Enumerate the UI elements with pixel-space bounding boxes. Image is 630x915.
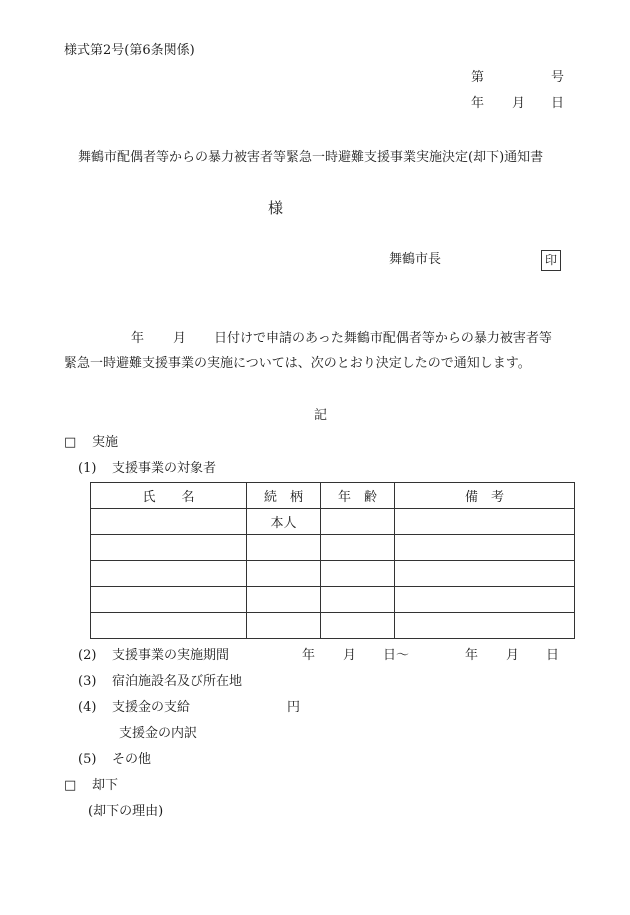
item4-number: (4): [78, 700, 97, 715]
form-number: 様式第2号(第6条関係): [64, 43, 195, 58]
reject-label: 却下: [92, 778, 119, 793]
implement-label: 実施: [92, 435, 119, 450]
item2-number: (2): [78, 648, 97, 663]
cell-relationship[interactable]: 本人: [247, 509, 321, 535]
cell-age[interactable]: [321, 509, 395, 535]
item5-number: (5): [78, 752, 97, 767]
ki-heading: 記: [314, 408, 328, 423]
header-name: 氏 名: [91, 483, 247, 509]
date-day: 日: [551, 96, 565, 111]
period-from-month: 月: [343, 648, 357, 663]
table-row: [91, 561, 575, 587]
cell-remarks[interactable]: [395, 509, 575, 535]
item1-label: 支援事業の対象者: [112, 461, 217, 476]
body-line2-text: 緊急一時避難支援事業の実施については、次のとおり決定したので通知します。: [64, 356, 531, 371]
target-persons-table: [90, 482, 575, 639]
cell-name[interactable]: [91, 613, 247, 639]
table-row: [91, 509, 575, 535]
cell-remarks[interactable]: [395, 561, 575, 587]
cell-relationship[interactable]: [247, 587, 321, 613]
seal-mark: 印: [541, 250, 561, 271]
period-from-year: 年: [302, 648, 316, 663]
cell-age[interactable]: [321, 613, 395, 639]
cell-name[interactable]: [91, 509, 247, 535]
item4-breakdown-label: 支援金の内訳: [119, 726, 198, 741]
cell-name[interactable]: [91, 587, 247, 613]
cell-name[interactable]: [91, 561, 247, 587]
item2-label: 支援事業の実施期間: [112, 648, 230, 663]
item4-unit: 円: [287, 700, 301, 715]
reject-reason-label: (却下の理由): [88, 804, 164, 819]
table-row: [91, 587, 575, 613]
date-month: 月: [512, 96, 526, 111]
period-to-month: 月: [506, 648, 520, 663]
issuer-name: 舞鶴市長: [389, 252, 442, 267]
cell-relationship[interactable]: [247, 561, 321, 587]
item5-label: その他: [112, 752, 152, 767]
doc-number-prefix: 第: [471, 70, 485, 85]
table-row: [91, 613, 575, 639]
cell-age[interactable]: [321, 561, 395, 587]
item3-number: (3): [78, 674, 97, 689]
header-relationship: 続 柄: [247, 483, 321, 509]
period-to-day: 日: [546, 648, 560, 663]
table-header-row: [91, 483, 575, 509]
body-line1-text: 日付けで申請のあった舞鶴市配偶者等からの暴力被害者等: [214, 331, 552, 346]
document-title: 舞鶴市配偶者等からの暴力被害者等緊急一時避難支援事業実施決定(却下)通知書: [78, 150, 544, 165]
addressee-honorific: 様: [268, 199, 284, 217]
body-month: 月: [173, 331, 187, 346]
reject-checkbox[interactable]: □: [64, 778, 77, 793]
period-to-year: 年: [465, 648, 479, 663]
item1-number: (1): [78, 461, 97, 476]
body-year: 年: [131, 331, 145, 346]
doc-number-suffix: 号: [551, 70, 565, 85]
cell-name[interactable]: [91, 535, 247, 561]
header-age: 年 齢: [321, 483, 395, 509]
header-remarks: 備 考: [395, 483, 575, 509]
cell-remarks[interactable]: [395, 613, 575, 639]
cell-age[interactable]: [321, 587, 395, 613]
cell-relationship[interactable]: [247, 613, 321, 639]
cell-remarks[interactable]: [395, 535, 575, 561]
implement-checkbox[interactable]: □: [64, 435, 77, 450]
item3-label: 宿泊施設名及び所在地: [112, 674, 243, 689]
cell-relationship[interactable]: [247, 535, 321, 561]
period-from-day: 日〜: [383, 648, 410, 663]
date-year: 年: [471, 96, 485, 111]
cell-age[interactable]: [321, 535, 395, 561]
table-row: [91, 535, 575, 561]
cell-remarks[interactable]: [395, 587, 575, 613]
item4-label: 支援金の支給: [112, 700, 191, 715]
